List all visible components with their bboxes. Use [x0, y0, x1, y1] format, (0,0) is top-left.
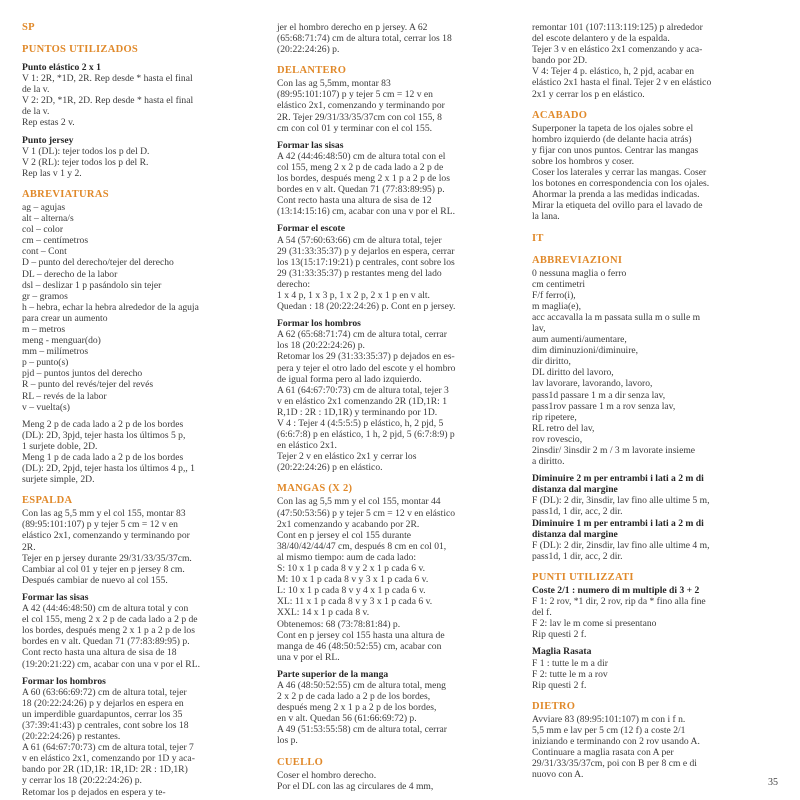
text-line: elástico 2x1, comenzando y terminando por	[277, 100, 445, 112]
text-line: al mismo tiempo: aum de cada lado:	[277, 551, 417, 563]
text-line: V 2 (RL): tejer todos los p del R.	[22, 156, 149, 168]
text-line: el col 155, meng 2 x 2 p de cada lado a 2 p de	[22, 614, 198, 626]
text-line: un imperdible guardapuntos, cerrar los 35	[22, 708, 183, 720]
text-line: p – punto(s)	[22, 357, 69, 369]
text-line: 5,5 mm e lav per 5 cm (12 f) a coste 2/1	[532, 724, 686, 736]
text-line: pass1d passare 1 m a dir senza lav,	[532, 389, 666, 401]
section-heading: SP	[22, 22, 35, 33]
section-heading: MANGAS (X 2)	[277, 483, 353, 495]
text-line: 29 (31:33:35:37) p restantes meng del lado	[277, 267, 442, 279]
text-line: A 60 (63:66:69:72) cm de altura total, tejer	[22, 686, 187, 698]
text-line: (6:6:7:8) p en elástico, 1 h, 2 pjd, 5 (6:7:8:9) p	[277, 429, 455, 441]
text-line: Con las ag 5,5 mm y el col 155, montar 44	[277, 496, 441, 508]
text-line: 1 x 4 p, 1 x 3 p, 1 x 2 p, 2 x 1 p en v alt.	[277, 289, 430, 301]
text-line: Meng 1 p de cada lado a 2 p de los bordes	[22, 452, 184, 463]
text-line: cm centimetri	[532, 278, 586, 290]
text-line: V 4 : Tejer 4 (4:5:5:5) p elástico, h, 2 pjd, 5	[277, 418, 444, 429]
text-line: 2 x 2 p de cada lado a 2 p de los bordes,	[277, 691, 431, 703]
text-line: Cont en p jersey el col 155 durante	[277, 529, 412, 541]
text-line: F 2: lav le m come si presentano	[532, 618, 657, 630]
text-line: L: 10 x 1 p cada 8 v y 4 x 1 p cada 6 v.	[277, 585, 426, 597]
text-line: R,1D : 2R : 1D,1R) y terminando por 1D.	[277, 406, 438, 418]
text-line: V 2: 2D, *1R, 2D. Rep desde * hasta el final	[22, 95, 194, 107]
text-line: Ahormar la prenda a las medidas indicadas.	[532, 189, 700, 201]
column-1	[22, 22, 262, 798]
subsection-heading: distanza dal margine	[532, 484, 618, 496]
text-line: F (DL): 2 dir, 2insdir, lav fino alle ultime 4 m,	[532, 539, 710, 551]
text-line: los 18 (20:22:24:26) p.	[277, 340, 365, 352]
text-line: de igual forma pero al lado izquierdo.	[277, 373, 422, 385]
text-line: RL – revés de la labor	[22, 390, 107, 402]
section-heading: IT	[532, 232, 544, 244]
text-line: bando por 2R (1D,1R: 1R,1D: 2R : 1D,1R)	[22, 764, 188, 776]
subsection-heading: Coste 2/1 : numero di m multiple di 3 + 2	[532, 584, 700, 596]
subsection-heading: distanza dal margine	[532, 528, 618, 540]
text-line: 29/31/33/35/37cm, poi con B per 8 cm e di	[532, 758, 697, 770]
text-line: (65:68:71:74) cm de altura total, cerrar los 18	[277, 33, 452, 45]
column-3	[532, 22, 778, 780]
text-line: Retomar los 29 (31:33:35:37) p dejados en es-	[277, 351, 455, 363]
section-heading: PUNTI UTILIZZATI	[532, 571, 634, 583]
section-heading: ABBREVIAZIONI	[532, 254, 623, 266]
text-line: pass1d, 1 dir, acc, 2 dir.	[532, 550, 623, 562]
text-line: lav,	[532, 322, 546, 334]
text-line: Rep estas 2 v.	[22, 117, 75, 129]
text-line: Con las ag 5,5mm, montar 83	[277, 78, 391, 90]
text-line: m – metros	[22, 323, 66, 335]
text-line: Con las ag 5,5 mm y el col 155, montar 83	[22, 508, 186, 520]
text-line: surjete simple, 2D.	[22, 474, 95, 486]
text-line: cm con col 01 y terminar con el col 155.	[277, 122, 433, 134]
text-line: a diritto.	[532, 456, 565, 468]
text-line: dim diminuzioni/diminuire,	[532, 345, 639, 357]
text-line: Obtenemos: 68 (73:78:81:84) p.	[277, 618, 401, 630]
text-line: los bordes, después meng 2 x 1 p a 2 p de los	[22, 625, 195, 637]
text-line: bando por 2D.	[532, 55, 588, 67]
page-number: 35	[768, 777, 778, 788]
text-line: v – vuelta(s)	[22, 401, 70, 413]
section-heading: CUELLO	[277, 756, 324, 768]
text-line: F/f ferro(i),	[532, 289, 576, 301]
text-line: V 1 (DL): tejer todos los p del D.	[22, 145, 150, 157]
text-line: Cambiar al col 01 y tejer en p jersey 8 cm.	[22, 563, 185, 575]
text-line: pass1d, 1 dir, acc, 2 dir.	[532, 506, 623, 518]
text-line: Después cambiar de nuevo al col 155.	[22, 574, 168, 586]
text-line: del f.	[532, 607, 552, 619]
text-line: Rip questi 2 f.	[532, 629, 587, 641]
text-line: M: 10 x 1 p cada 8 v y 3 x 1 p cada 6 v.	[277, 574, 429, 586]
text-line: 0 nessuna maglia o ferro	[532, 267, 627, 279]
text-line: nuovo con A.	[532, 769, 584, 781]
section-heading: PUNTOS UTILIZADOS	[22, 44, 139, 55]
text-line: Meng 2 p de cada lado a 2 p de los bordes	[22, 418, 184, 430]
column-2	[277, 22, 523, 792]
text-line: Quedan : 18 (20:22:24:26) p. Cont en p jersey.	[277, 301, 456, 313]
text-line: Superponer la tapeta de los ojales sobre el	[532, 122, 694, 134]
text-line: en elástico 2x1.	[277, 440, 337, 452]
text-line: meng - menguar(do)	[22, 335, 101, 347]
text-line: V 4: Tejer 4 p. elástico, h, 2 pjd, acabar en	[532, 66, 695, 78]
text-line: A 49 (51:53:55:58) cm de altura total, cerrar	[277, 724, 447, 736]
text-line: pjd – puntos juntos del derecho	[22, 368, 143, 380]
text-line: en v alt. Quedan 56 (61:66:69:72) p.	[277, 713, 417, 725]
text-line: 2R. Tejer 29/31/33/35/37cm con col 155, 8	[277, 111, 442, 123]
text-line: los 13(15:17:19:21) p centrales, cont sobre los	[277, 256, 455, 268]
text-line: 2x1 y cerrar los p en elástico.	[532, 88, 645, 100]
text-line: Coser el hombro derecho.	[277, 769, 377, 781]
text-line: Tejer 3 v en elástico 2x1 comenzando y aca-	[532, 44, 703, 56]
text-line: 18 (20:22:24:26) p y dejarlos en espera en	[22, 697, 184, 709]
text-line: A 42 (44:46:48:50) cm de altura total y con	[22, 603, 189, 615]
text-line: cm – centímetros	[22, 235, 89, 247]
subsection-heading: Formar el escote	[277, 223, 346, 235]
text-line: (DL): 2D, 3pjd, tejer hasta los últimos 5 p,	[22, 429, 186, 441]
text-line: ag – agujas	[22, 201, 66, 213]
text-line: (89:95:101:107) p y tejer 5 cm = 12 v en	[22, 519, 178, 531]
text-line: D – punto del derecho/tejer del derecho	[22, 257, 174, 269]
text-line: v en elástico 2x1 comenzando 2R (1D,1R: 1	[277, 395, 447, 407]
text-line: pass1rov passare 1 m a rov senza lav,	[532, 400, 676, 412]
subsection-heading: Diminuire 2 m per entrambi i lati a 2 m di	[532, 473, 704, 485]
text-line: jer el hombro derecho en p jersey. A 62	[277, 22, 428, 33]
subsection-heading: Maglia Rasata	[532, 646, 592, 658]
text-line: (20:22:24:26) p.	[277, 44, 340, 56]
text-line: col – color	[22, 224, 64, 236]
text-line: una v por el RL.	[277, 651, 340, 663]
text-line: XL: 11 x 1 p cada 8 v y 3 x 1 p cada 6 v.	[277, 596, 433, 608]
text-line: elástico 2x1, comenzando y terminando por	[22, 530, 190, 542]
text-line: 2insdir/ 3insdir 2 m / 3 m lavorate insieme	[532, 445, 696, 456]
text-line: A 61 (64:67:70:73) cm de altura total, tejer 7	[22, 742, 194, 754]
text-line: V 1: 2R, *1D, 2R. Rep desde * hasta el final	[22, 73, 193, 85]
text-line: (20:22:24:26) p en elástico.	[277, 462, 383, 474]
text-line: Cont recto hasta una altura de sisa de 12	[277, 195, 432, 207]
subsection-heading: Punto elástico 2 x 1	[22, 62, 101, 73]
text-line: acc accavalla la m passata sulla m o sulle m	[532, 311, 701, 323]
text-line: para crear un aumento	[22, 312, 108, 324]
text-line: bordes en v alt. Quedan 71 (77:83:89:95) p.	[277, 184, 445, 196]
text-line: dsl – deslizar 1 p pasándolo sin tejer	[22, 279, 162, 291]
text-line: (20:22:24:26) p restantes.	[22, 731, 121, 743]
text-line: y cerrar los 18 (20:22:24:26) p.	[22, 775, 142, 787]
subsection-heading: Parte superior de la manga	[277, 668, 389, 680]
subsection-heading: Formar las sisas	[277, 139, 344, 151]
subsection-heading: Formar los hombros	[22, 675, 106, 687]
text-line: Mirar la etiqueta del ovillo para el lavado de	[532, 200, 703, 212]
subsection-heading: Formar las sisas	[22, 591, 89, 603]
text-line: de la v.	[22, 84, 50, 96]
text-line: la lana.	[532, 211, 560, 223]
text-line: rip ripetere,	[532, 411, 577, 423]
text-line: F 1 : tutte le m a dir	[532, 657, 608, 669]
text-line: 2x1 comenzando y acabando por 2R.	[277, 518, 420, 530]
text-line: Rep las v 1 y 2.	[22, 167, 82, 179]
text-line: y fijar con unos puntos. Centrar las mangas	[532, 144, 699, 156]
text-line: manga de 46 (48:50:52:55) cm, acabar con	[277, 640, 442, 652]
text-line: aum aumenti/aumentare,	[532, 334, 627, 346]
text-line: Cont en p jersey col 155 hasta una altura de	[277, 629, 445, 641]
text-line: S: 10 x 1 p cada 8 v y 2 x 1 p cada 6 v.	[277, 563, 426, 575]
text-line: Coser los laterales y cerrar las mangas. Coser	[532, 167, 707, 179]
text-line: cont – Cont	[22, 246, 67, 258]
text-line: (DL): 2D, 2pjd, tejer hasta los últimos 4 p,, 1	[22, 463, 195, 475]
text-line: alt – alterna/s	[22, 213, 74, 225]
text-line: RL retro del lav,	[532, 422, 595, 434]
text-line: 1 surjete doble, 2D.	[22, 440, 98, 452]
text-line: los bordes, después meng 2 x 1 p a 2 p de los	[277, 173, 450, 185]
text-line: remontar 101 (107:113:119:125) p alrededor	[532, 22, 703, 33]
subsection-heading: Punto jersey	[22, 134, 74, 146]
text-line: Rip questi 2 f.	[532, 679, 587, 691]
text-line: A 54 (57:60:63:66) cm de altura total, tejer	[277, 234, 442, 246]
section-heading: ACABADO	[532, 109, 588, 121]
text-line: (19:20:21:22) cm, acabar con una v por el RL.	[22, 658, 200, 670]
text-line: F (DL): 2 dir, 3insdir, lav fino alle ultime 5 m,	[532, 495, 710, 507]
text-line: lav lavorare, lavorando, lavoro,	[532, 378, 653, 390]
text-line: (37:39:41:43) p centrales, cont sobre los 18	[22, 719, 189, 731]
text-line: (89:95:101:107) p y tejer 5 cm = 12 v en	[277, 89, 433, 101]
text-line: después meng 2 x 1 p a 2 p de los bordes,	[277, 702, 437, 714]
text-line: col 155, meng 2 x 2 p de cada lado a 2 p de	[277, 161, 444, 173]
text-line: gr – gramos	[22, 290, 68, 302]
text-line: sobre los hombros y coser.	[532, 155, 635, 167]
text-line: (47:50:53:56) p y tejer 5 cm = 12 v en elástico	[277, 507, 456, 519]
text-line: hombro izquierdo (de delante hacia atrás)	[532, 133, 692, 145]
text-line: Tejer 2 v en elástico 2x1 y cerrar los	[277, 451, 417, 463]
text-line: v en elástico 2x1, comenzando por 1D y aca-	[22, 753, 195, 765]
text-line: los botones en correspondencia con los ojales.	[532, 178, 710, 190]
text-line: Tejer en p jersey durante 29/31/33/35/37cm.	[22, 552, 192, 564]
section-heading: DIETRO	[532, 700, 576, 712]
text-line: del escote delantero y de la espalda.	[532, 33, 670, 45]
text-line: 2R.	[22, 541, 36, 553]
subsection-heading: Diminuire 1 m per entrambi i lati a 2 m di	[532, 517, 704, 529]
text-line: bordes en v alt. Quedan 71 (77:83:89:95) p.	[22, 636, 190, 648]
text-line: A 62 (65:68:71:74) cm de altura total, cerrar	[277, 329, 447, 341]
text-line: 38/40/42/44/47 cm, después 8 cm en col 01,	[277, 540, 447, 552]
text-line: de la v.	[22, 106, 50, 118]
text-line: rov rovescio,	[532, 433, 583, 445]
text-line: R – punto del revés/tejer del revés	[22, 379, 154, 391]
text-line: derecho:	[277, 278, 311, 290]
text-line: iniziando e terminando con 2 rov usando A.	[532, 735, 700, 747]
section-heading: ESPALDA	[22, 495, 73, 507]
text-line: XXL: 14 x 1 p cada 8 v.	[277, 607, 370, 619]
text-line: dir diritto,	[532, 356, 571, 368]
text-line: Por el DL con las ag circulares de 4 mm,	[277, 780, 434, 792]
text-line: Retomar los p dejados en espera y te-	[22, 786, 166, 798]
text-line: m maglia(e),	[532, 300, 582, 312]
text-line: h – hebra, echar la hebra alrededor de la aguja	[22, 301, 199, 313]
text-line: F 1: 2 rov, *1 dir, 2 rov, rip da * fino alla fine	[532, 596, 706, 608]
text-line: DL – derecho de la labor	[22, 268, 118, 280]
text-line: (13:14:15:16) cm, acabar con una v por el RL.	[277, 206, 455, 218]
text-line: Cont recto hasta una altura de sisa de 18	[22, 647, 177, 659]
subsection-heading: Formar los hombros	[277, 318, 361, 330]
text-line: F 2: tutte le m a rov	[532, 668, 608, 680]
section-heading: DELANTERO	[277, 65, 347, 77]
text-line: A 46 (48:50:52:55) cm de altura total, meng	[277, 679, 446, 691]
text-line: DL diritto del lavoro,	[532, 367, 614, 379]
text-line: Continuare a maglia rasata con A per	[532, 747, 674, 759]
section-heading: ABREVIATURAS	[22, 188, 109, 200]
text-line: 29 (31:33:35:37) p y dejarlos en espera, cerrar	[277, 245, 455, 257]
text-line: pera y tejer el otro lado del escote y el hombro	[277, 362, 456, 374]
text-line: Avviare 83 (89:95:101:107) m con i f n.	[532, 713, 686, 725]
text-line: A 61 (64:67:70:73) cm de altura total, tejer 3	[277, 384, 449, 396]
text-line: A 42 (44:46:48:50) cm de altura total con el	[277, 150, 446, 162]
text-line: los p.	[277, 735, 298, 747]
text-line: elástico 2x1 hasta el final. Tejer 2 v en elástico	[532, 77, 712, 89]
text-line: mm – milímetros	[22, 346, 89, 358]
